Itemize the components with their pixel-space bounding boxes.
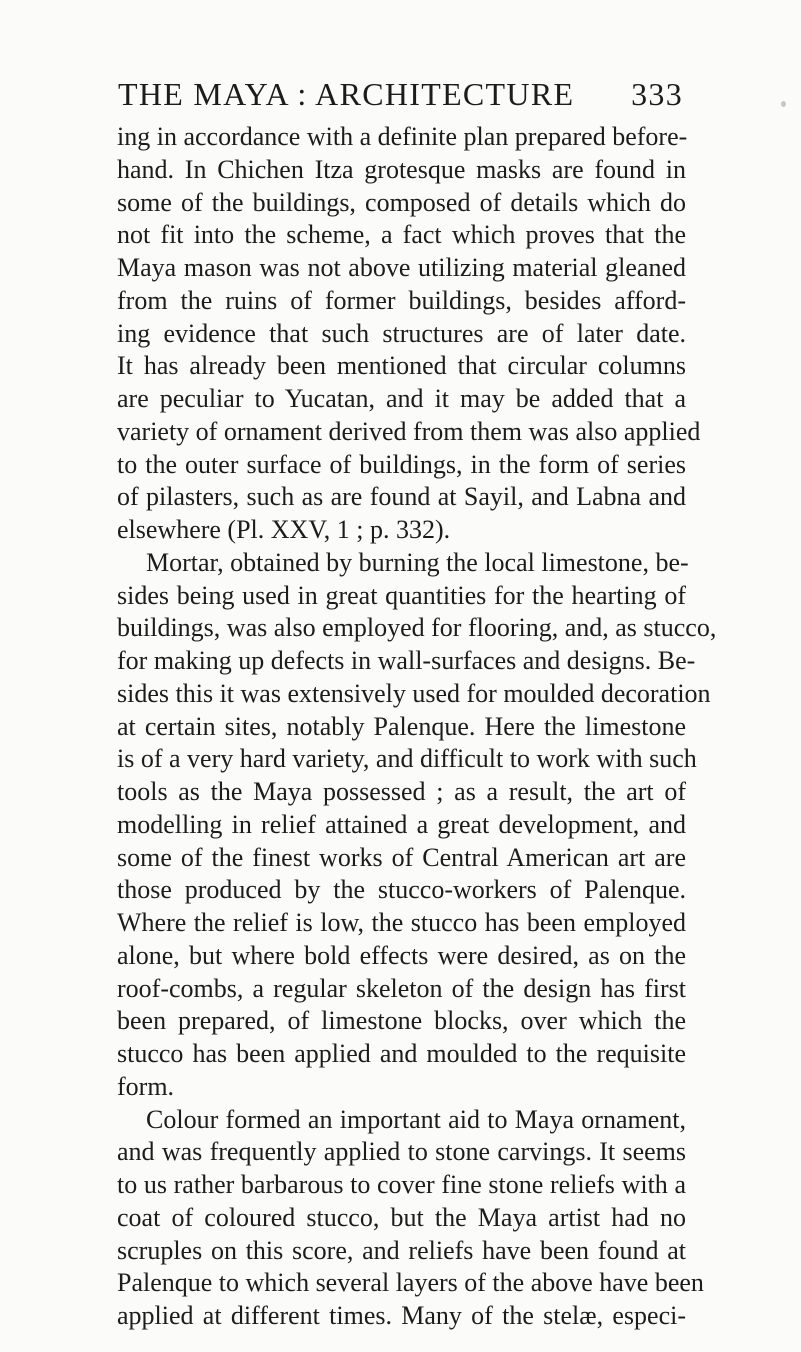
page-number: 333 bbox=[631, 76, 683, 112]
text-line: elsewhere (Pl. XXV, 1 ; p. 332). bbox=[117, 515, 451, 544]
text-line: some of the buildings, composed of details which do bbox=[117, 187, 686, 217]
text-line: sides this it was extensively used for moulded decoration bbox=[117, 678, 711, 708]
text-line: ing evidence that such structures are of later date. bbox=[117, 318, 686, 348]
text-line: at certain sites, notably Palenque. Here the limestone bbox=[117, 711, 686, 741]
text-line: tools as the Maya possessed ; as a result, the art of bbox=[117, 777, 686, 806]
text-line: variety of ornament derived from them was also applied bbox=[117, 416, 701, 446]
text-line: sides being used in great quantities for the hearting of bbox=[117, 580, 686, 610]
text-line: hand. In Chichen Itza grotesque masks are found in bbox=[117, 154, 686, 184]
text-line: It has already been mentioned that circular columns bbox=[117, 351, 686, 381]
paper-speck bbox=[781, 101, 786, 107]
text-line: are peculiar to Yucatan, and it may be added that a bbox=[117, 384, 686, 413]
text-line: not fit into the scheme, a fact which proves that the bbox=[117, 220, 686, 250]
text-line: some of the finest works of Central American art are bbox=[117, 842, 686, 872]
text-line: modelling in relief attained a great development, and bbox=[117, 809, 686, 839]
text-line: for making up defects in wall-surfaces and designs. Be- bbox=[117, 646, 696, 675]
text-line: Where the relief is low, the stucco has been employed bbox=[117, 908, 686, 937]
text-line: Maya mason was not above utilizing material gleaned bbox=[117, 253, 686, 282]
text-line: Palenque to which several layers of the above have been bbox=[117, 1268, 704, 1298]
text-line: those produced by the stucco-workers of Palenque. bbox=[117, 875, 686, 905]
text-line: of pilasters, such as are found at Sayil, and Labna and bbox=[117, 482, 686, 512]
text-line: is of a very hard variety, and difficult to work with such bbox=[117, 744, 697, 774]
text-line: form. bbox=[117, 1071, 175, 1101]
text-line: Colour formed an important aid to Maya ornament, bbox=[146, 1104, 686, 1134]
text-line: roof-combs, a regular skeleton of the design has first bbox=[117, 973, 686, 1003]
text-line: and was frequently applied to stone carvings. It seems bbox=[117, 1137, 686, 1167]
text-line: applied at different times. Many of the stelæ, especi- bbox=[117, 1301, 686, 1330]
body-text bbox=[117, 121, 717, 1333]
text-line: Mortar, obtained by burning the local limestone, be- bbox=[146, 547, 689, 577]
text-line: been prepared, of limestone blocks, over which the bbox=[117, 1006, 686, 1036]
text-line: to the outer surface of buildings, in the form of series bbox=[117, 449, 686, 479]
running-head-title: THE MAYA : ARCHITECTURE bbox=[118, 76, 575, 112]
text-line: stucco has been applied and moulded to the requisite bbox=[117, 1039, 686, 1068]
text-line: buildings, was also employed for flooring, and, as stucco, bbox=[117, 613, 717, 643]
text-line: alone, but where bold effects were desired, as on the bbox=[117, 940, 686, 970]
text-line: scruples on this score, and reliefs have been found at bbox=[117, 1235, 686, 1265]
text-line: coat of coloured stucco, but the Maya artist had no bbox=[117, 1202, 686, 1232]
text-line: to us rather barbarous to cover fine stone reliefs with a bbox=[117, 1170, 686, 1199]
text-line: from the ruins of former buildings, besides afford- bbox=[117, 285, 686, 315]
text-line: ing in accordance with a definite plan prepared before- bbox=[117, 122, 688, 151]
